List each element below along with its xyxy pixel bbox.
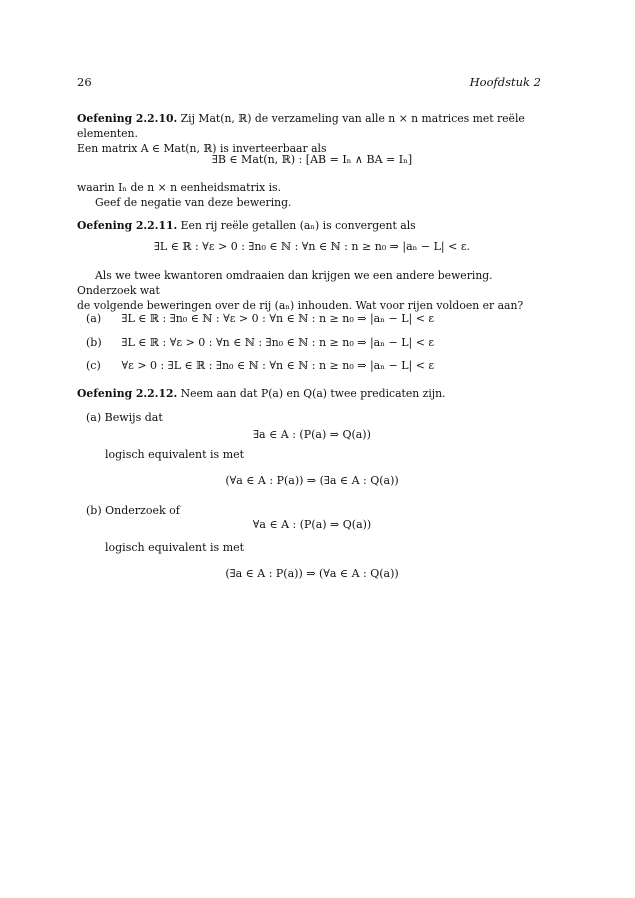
item-formula: ∃L ∈ ℝ : ∃n₀ ∈ ℕ : ∀ε > 0 : ∀n ∈ ℕ : n ≥ n₀ ⇒ |aₙ − L| < ε (121, 312, 435, 325)
ex211-item-a (86, 312, 434, 325)
ex210-line2: Een matrix A ∈ Mat(n, ℝ) is inverteerbaar als (77, 142, 327, 155)
exercise-2-2-12 (77, 386, 547, 401)
item-label: (c) (86, 359, 101, 372)
ex211-item-b (86, 336, 434, 349)
ex211-formula: ∃L ∈ ℝ : ∀ε > 0 : ∃n₀ ∈ ℕ : ∀n ∈ ℕ : n ≥ n₀ ⇒ |aₙ − L| < ε. (153, 240, 471, 253)
ex212-a-intro (86, 411, 163, 424)
ex210-line3: waarin Iₙ de n × n eenheidsmatrix is. (77, 181, 282, 194)
ex211-paragraph (77, 268, 547, 313)
ex210-line4: Geef de negatie van deze bewering. (95, 196, 292, 209)
item-formula: ∀ε > 0 : ∃L ∈ ℝ : ∃n₀ ∈ ℕ : ∀n ∈ ℕ : n ≥ n₀ ⇒ |aₙ − L| < ε (121, 359, 435, 372)
ex212-b-formula2: (∃a ∈ A : P(a)) ⇒ (∀a ∈ A : Q(a)) (225, 567, 399, 580)
ex212-a-text: Bewijs dat (104, 411, 163, 424)
ex212-b-text: Onderzoek of (105, 504, 180, 517)
ex210-line1 (77, 111, 547, 141)
page-number: 26 (77, 75, 92, 89)
ex210-text1: Zij Mat(n, ℝ) de verzameling van alle n × n matrices met reële elementen. (77, 112, 525, 140)
ex210-formula: ∃B ∈ Mat(n, ℝ) : [AB = Iₙ ∧ BA = Iₙ] (211, 153, 413, 166)
exercise-2-2-11 (77, 218, 547, 233)
ex211-text1: Een rij reële getallen (aₙ) is convergent als (180, 219, 416, 232)
ex212-a-label: (a) (86, 411, 102, 424)
ex212-a-text2: logisch equivalent is met (105, 448, 245, 461)
ex212-b-intro (86, 504, 180, 517)
item-label: (b) (86, 336, 102, 349)
item-label: (a) (86, 312, 102, 325)
item-formula: ∃L ∈ ℝ : ∀ε > 0 : ∀n ∈ ℕ : ∃n₀ ∈ ℕ : n ≥ n₀ ⇒ |aₙ − L| < ε (121, 336, 435, 349)
ex212-title: Oefening 2.2.12. (77, 387, 178, 400)
ex211-title: Oefening 2.2.11. (77, 219, 178, 232)
ex212-b-text2: logisch equivalent is met (105, 541, 245, 554)
exercise-2-2-10 (77, 111, 547, 156)
ex211-para2: de volgende beweringen over de rij (aₙ) inhouden. Wat voor rijen voldoen er aan? (77, 299, 524, 312)
ex212-a-formula2: (∀a ∈ A : P(a)) ⇒ (∃a ∈ A : Q(a)) (225, 474, 399, 487)
ex212-a-formula1: ∃a ∈ A : (P(a) ⇒ Q(a)) (253, 428, 371, 441)
ex212-b-formula1: ∀a ∈ A : (P(a) ⇒ Q(a)) (252, 518, 372, 531)
ex210-tail (77, 180, 547, 210)
ex212-b-label: (b) (86, 504, 102, 517)
chapter-title: Hoofdstuk 2 (469, 75, 541, 89)
ex210-title: Oefening 2.2.10. (77, 112, 178, 125)
ex211-para1: Als we twee kwantoren omdraaien dan krijgen we een andere bewering. Onderzoek wat (77, 269, 493, 297)
ex212-text1: Neem aan dat P(a) en Q(a) twee predicaten zijn. (180, 387, 446, 400)
ex211-item-c (86, 359, 434, 372)
